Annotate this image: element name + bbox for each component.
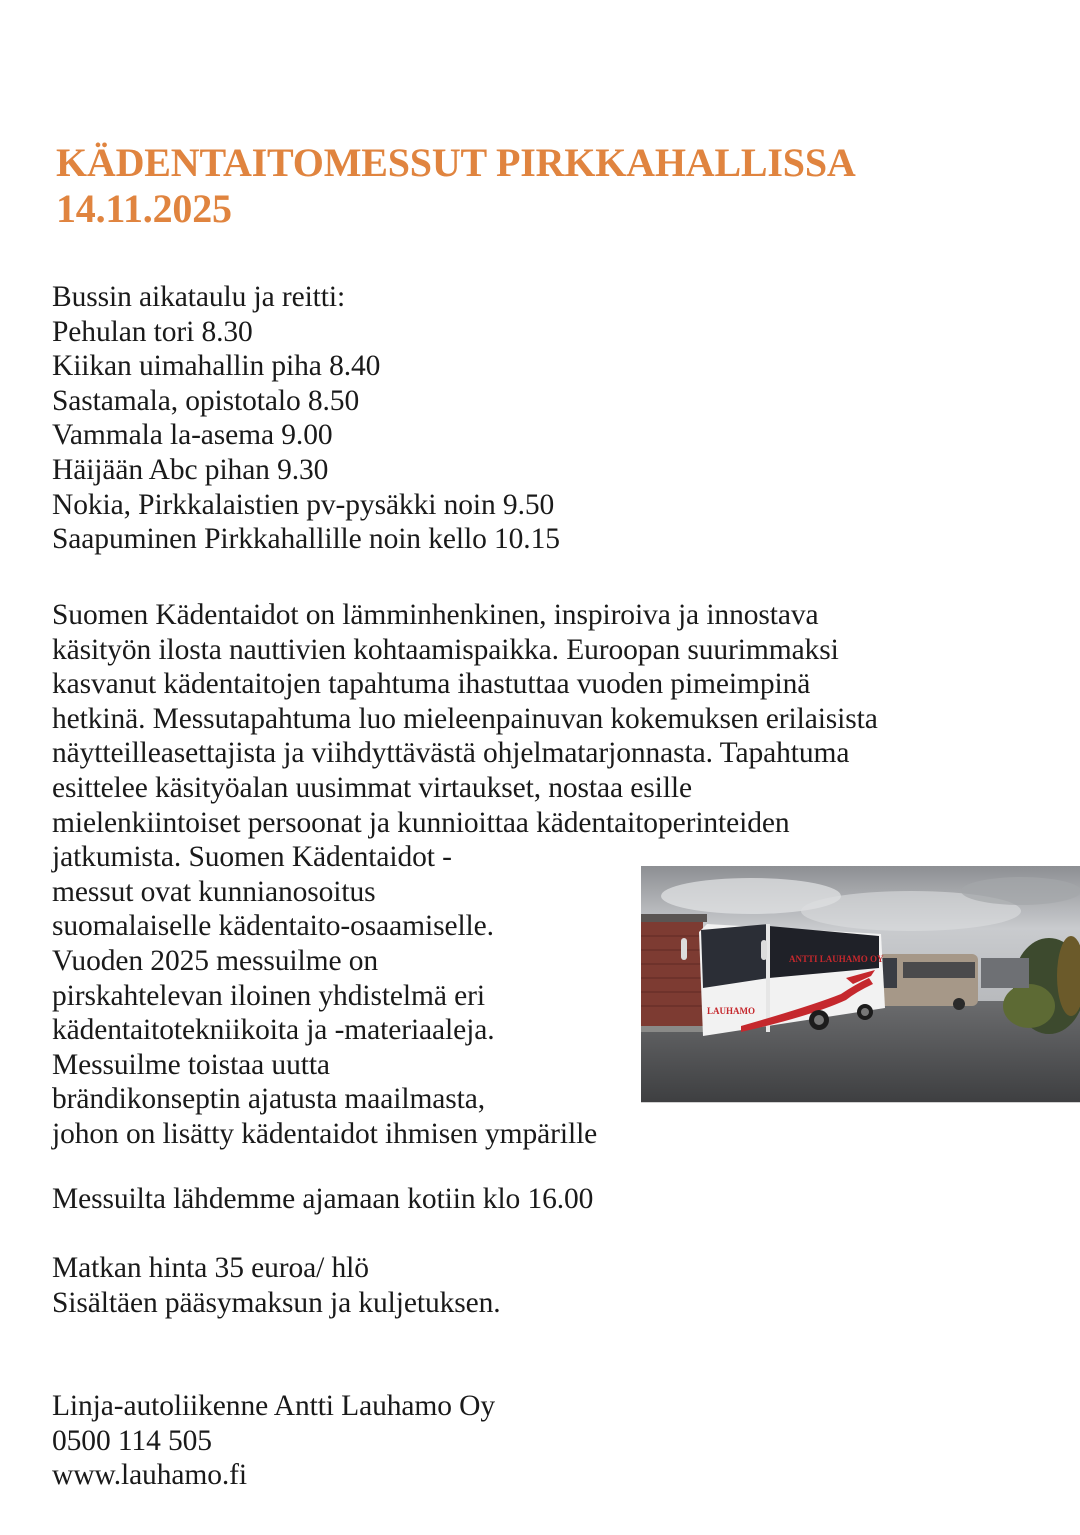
description-line: Suomen Kädentaidot on lämminhenkinen, inspiroiva ja innostava xyxy=(52,599,819,631)
price-info xyxy=(52,1251,501,1320)
phone-number: 0500 114 505 xyxy=(52,1424,212,1457)
company-name: Linja-autoliikenne Antti Lauhamo Oy xyxy=(52,1390,495,1422)
description-line: käsityön ilosta nauttivien kohtaamispaikka. Euroopan suurimmaksi xyxy=(52,633,839,666)
description-line: messut ovat kunnianosoitus xyxy=(52,875,376,908)
schedule-heading: Bussin aikataulu ja reitti: xyxy=(52,281,346,313)
schedule-stop: Kiikan uimahallin piha 8.40 xyxy=(52,350,381,383)
contact-info xyxy=(52,1389,495,1493)
description-line: Messuilme toistaa uutta xyxy=(52,1048,330,1081)
description-line: brändikonseptin ajatusta maailmasta, xyxy=(52,1083,486,1116)
schedule-stop: Nokia, Pirkkalaistien pv-pysäkki noin 9.50 xyxy=(52,488,555,521)
bus-schedule xyxy=(52,280,560,557)
website-link[interactable]: www.lauhamo.fi xyxy=(52,1459,247,1492)
schedule-stop: Pehulan tori 8.30 xyxy=(52,315,253,348)
bus-side-lettering: ANTTI LAUHAMO OY xyxy=(789,954,884,964)
price-amount: Matkan hinta 35 euroa/ hlö xyxy=(52,1252,369,1284)
description-line: jatkumista. Suomen Kädentaidot - xyxy=(52,841,452,874)
price-includes: Sisältäen pääsymaksun ja kuljetuksen. xyxy=(52,1286,501,1319)
schedule-arrival: Saapuminen Pirkkahallille noin kello 10.15 xyxy=(52,523,560,556)
schedule-stop: Häijään Abc pihan 9.30 xyxy=(52,453,329,486)
description-line: johon on lisätty kädentaidot ihmisen ympärille xyxy=(52,1117,598,1150)
description-line: pirskahtelevan iloinen yhdistelmä eri xyxy=(52,979,485,1012)
description-line: mielenkiintoiset persoonat ja kunnioittaa kädentaitoperinteiden xyxy=(52,806,790,839)
description-line: hetkinä. Messutapahtuma luo mieleenpainuvan kokemuksen erilaisista xyxy=(52,702,878,735)
description-line: näytteilleasettajista ja viihdyttävästä ohjelmatarjonnasta. Tapahtuma xyxy=(52,737,850,770)
description-line: Vuoden 2025 messuilme on xyxy=(52,944,379,977)
bus-front-lettering: LAUHAMO xyxy=(707,1006,755,1016)
description-line: suomalaiselle kädentaito-osaamiselle. xyxy=(52,910,494,943)
schedule-stop: Vammala la-asema 9.00 xyxy=(52,419,333,452)
description-line: kasvanut kädentaitojen tapahtuma ihastuttaa vuoden pimeimpinä xyxy=(52,668,811,701)
description-line: esittelee käsityöalan uusimmat virtaukset, nostaa esille xyxy=(52,771,692,804)
departure-text: Messuilta lähdemme ajamaan kotiin klo 16.00 xyxy=(52,1183,594,1215)
return-departure xyxy=(52,1182,593,1217)
page-title xyxy=(56,140,856,232)
title-event-name: KÄDENTAITOMESSUT PIRKKAHALLISSA xyxy=(56,140,856,185)
bus-photo xyxy=(641,866,1080,1103)
description-line: kädentaitotekniikoita ja -materiaaleja. xyxy=(52,1014,495,1047)
title-event-date: 14.11.2025 xyxy=(56,186,232,231)
schedule-stop: Sastamala, opistotalo 8.50 xyxy=(52,384,360,417)
